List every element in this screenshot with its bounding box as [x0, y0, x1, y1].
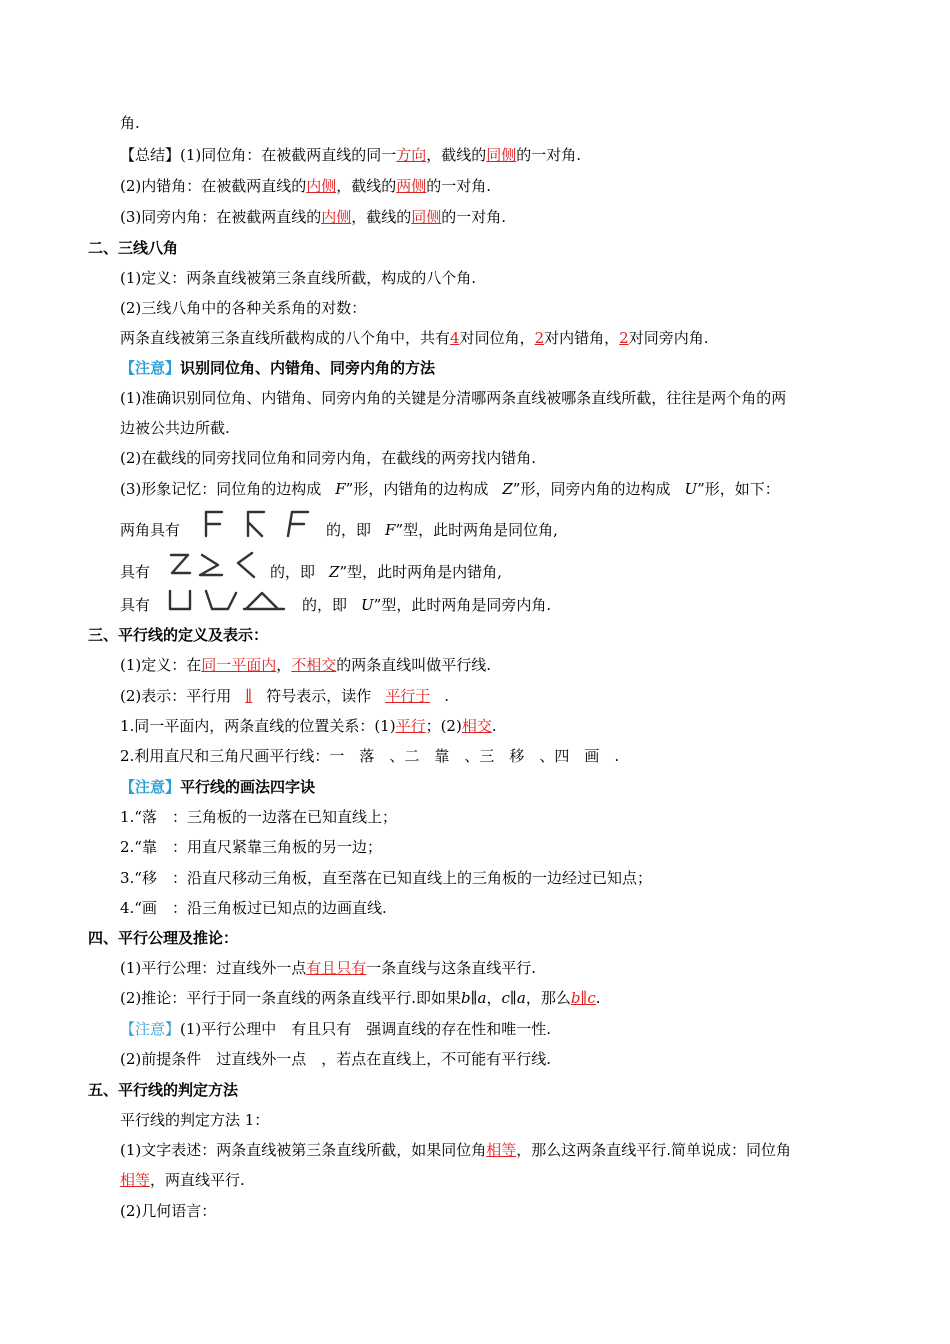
text: (3)同旁内角：在被截两直线的 [120, 208, 322, 226]
text-line [120, 1170, 245, 1190]
text: (2)在截线的同旁找同位角和同旁内角，在截线的两旁找内错角. [120, 449, 537, 467]
text: 符号表示，读作 [266, 687, 372, 705]
text-line [120, 958, 536, 978]
text: ，那么这两条直线平行.简单说成：同位角 [516, 1141, 792, 1159]
text: (1)文字表述：两条直线被第三条直线所截，如果同位角 [120, 1141, 487, 1159]
answer-fill: 相等 [120, 1171, 151, 1189]
note-line [120, 358, 435, 378]
text: ”形，同旁内角的边构成 [512, 480, 671, 498]
text: 对同旁内角. [628, 329, 709, 347]
text: (2)三线八角中的各种关系角的对数： [120, 299, 367, 317]
section-heading: 二、三线八角 [88, 239, 179, 257]
text: . [444, 687, 449, 705]
text: 平行线的判定方法 1： [120, 1111, 270, 1129]
text-line [120, 1140, 791, 1160]
answer-fill: 2 [534, 329, 545, 347]
text-line [302, 595, 551, 615]
text: 1.同一平面内，两条直线的位置关系：(1) [120, 717, 396, 735]
answer-fill: 内侧 [321, 208, 352, 226]
text: 2.利用直尺和三角尺画平行线：一 落 、二 靠 、三 移 、四 画 . [120, 747, 620, 765]
u-shape-icons [166, 587, 290, 615]
note-title: 识别同位角、内错角、同旁内角的方法 [180, 359, 436, 377]
text: 的一对角. [441, 208, 507, 226]
text-line [270, 562, 502, 582]
answer-fill: 两侧 [396, 177, 427, 195]
text: 边被公共边所截. [120, 419, 230, 437]
text: (3)形象记忆：同位角的边构成 [120, 480, 322, 498]
letter-u: U [684, 480, 698, 498]
text-line [120, 298, 366, 318]
text: (2)表示：平行用 [120, 687, 232, 705]
text: (2)几何语言： [120, 1202, 217, 1220]
answer-fill: 相交 [461, 717, 492, 735]
text: (1)平行公理中 有且只有 强调直线的存在性和唯一性. [180, 1020, 552, 1038]
summary-line [120, 207, 506, 227]
text-line [120, 113, 140, 133]
text-line [326, 520, 558, 540]
text: 的一对角. [516, 146, 582, 164]
answer-fill: ∥ [245, 687, 253, 705]
answer-fill: 4 [450, 329, 460, 347]
text: (2)内错角：在被截两直线的 [120, 177, 307, 195]
text: 角. [120, 114, 140, 132]
text: ；(2) [425, 717, 462, 735]
summary-line [120, 176, 491, 196]
text: 具有 [120, 596, 151, 614]
letter-u: U [361, 596, 374, 614]
text-line [120, 268, 476, 288]
text: 的两条直线叫做平行线. [336, 656, 492, 674]
text-line [120, 448, 536, 468]
text: (1)平行公理：过直线外一点 [120, 959, 307, 977]
text: . [595, 989, 601, 1007]
section-heading: 三、平行线的定义及表示： [88, 626, 269, 644]
answer-fill: 同侧 [411, 208, 442, 226]
text: ”型，此时两角是同旁内角. [373, 596, 552, 614]
text-line [120, 418, 230, 438]
text: 具有 [120, 563, 151, 581]
text: 的，即 [302, 596, 348, 614]
note-line [120, 777, 315, 797]
summary-line [120, 145, 581, 165]
text-line [120, 898, 387, 918]
text: ，截线的 [351, 208, 412, 226]
text-line [120, 655, 491, 675]
letter-f: F [385, 521, 396, 539]
text-line [120, 1110, 269, 1130]
text: (1)准确识别同位角、内错角、同旁内角的关键是分清哪两条直线被哪条直线所截，往往是两个角的两 [120, 389, 787, 407]
text: ，截线的 [426, 146, 487, 164]
text: 4.“画 ：沿三角板过已知点的边画直线. [120, 899, 387, 917]
answer-fill: 内侧 [306, 177, 337, 195]
note-tag: 【注意】 [120, 359, 181, 377]
text-line [120, 837, 382, 857]
text-line [120, 686, 449, 706]
text: 的，即 [326, 521, 372, 539]
note-tag: 【注意】 [120, 778, 181, 796]
text: 2.“靠 ：用直尺紧靠三角板的另一边； [120, 838, 382, 856]
section-heading: 五、平行线的判定方法 [88, 1081, 239, 1099]
answer-fill: 平行 [395, 717, 426, 735]
text-line [120, 988, 601, 1008]
letter-z: Z [329, 563, 340, 581]
text-line [120, 807, 397, 827]
section-heading: 四、平行公理及推论： [88, 929, 239, 947]
text: ，两直线平行. [150, 1171, 245, 1189]
text: ， [486, 989, 502, 1007]
note-tag: 【注意】 [120, 1020, 181, 1038]
answer-fill: 同侧 [486, 146, 517, 164]
text: 的，即 [270, 563, 316, 581]
text-line [120, 388, 786, 408]
text: 一条直线与这条直线平行. [366, 959, 537, 977]
answer-fill: 相等 [486, 1141, 517, 1159]
text: ， [276, 656, 292, 674]
text: 两条直线被第三条直线所截构成的八个角中，共有 [120, 329, 451, 347]
text-line [120, 746, 619, 766]
text-line [120, 479, 780, 499]
text-line [120, 1049, 551, 1069]
text: 对内错角， [544, 329, 620, 347]
text: (1)定义：在 [120, 656, 202, 674]
answer-fill: 有且只有 [306, 959, 367, 977]
z-shape-icons [166, 549, 262, 581]
text: . [491, 717, 497, 735]
answer-fill: 2 [619, 329, 629, 347]
text: 【总结】(1)同位角：在被截两直线的同一 [120, 146, 397, 164]
letter-z: Z [502, 480, 513, 498]
text: 对同位角， [459, 329, 535, 347]
text: (1)定义：两条直线被第三条直线所截，构成的八个角. [120, 269, 477, 287]
text-line [120, 328, 708, 348]
text: ”型，此时两角是内错角, [339, 563, 502, 581]
text-line [120, 868, 652, 888]
answer-fill: 平行于 [385, 687, 431, 705]
text: (2)推论：平行于同一条直线的两条直线平行.即如果 [120, 989, 462, 1007]
text-line [120, 716, 497, 736]
text: 两角具有 [120, 521, 181, 539]
text-line [120, 1201, 216, 1221]
note-line [120, 1019, 551, 1039]
text: 3.“移 ：沿直尺移动三角板，直至落在已知直线上的三角板的一边经过已知点； [120, 869, 652, 887]
text: ，那么 [525, 989, 571, 1007]
text: 1.“落 ：三角板的一边落在已知直线上； [120, 808, 397, 826]
answer-fill: b∥c [570, 989, 596, 1007]
math: b∥a [461, 989, 487, 1007]
text: ”形，如下： [697, 480, 780, 498]
letter-f: F [335, 480, 346, 498]
answer-fill: 不相交 [291, 656, 337, 674]
text: ”形，内错角的边构成 [345, 480, 489, 498]
note-title: 平行线的画法四字诀 [180, 778, 316, 796]
f-shape-icons [200, 508, 315, 540]
text: (2)前提条件 过直线外一点 ，若点在直线上，不可能有平行线. [120, 1050, 552, 1068]
math: c∥a [501, 989, 526, 1007]
text: ”型，此时两角是同位角, [395, 521, 558, 539]
answer-fill: 同一平面内 [201, 656, 277, 674]
text: 的一对角. [426, 177, 492, 195]
text: ，截线的 [336, 177, 397, 195]
answer-fill: 方向 [396, 146, 427, 164]
